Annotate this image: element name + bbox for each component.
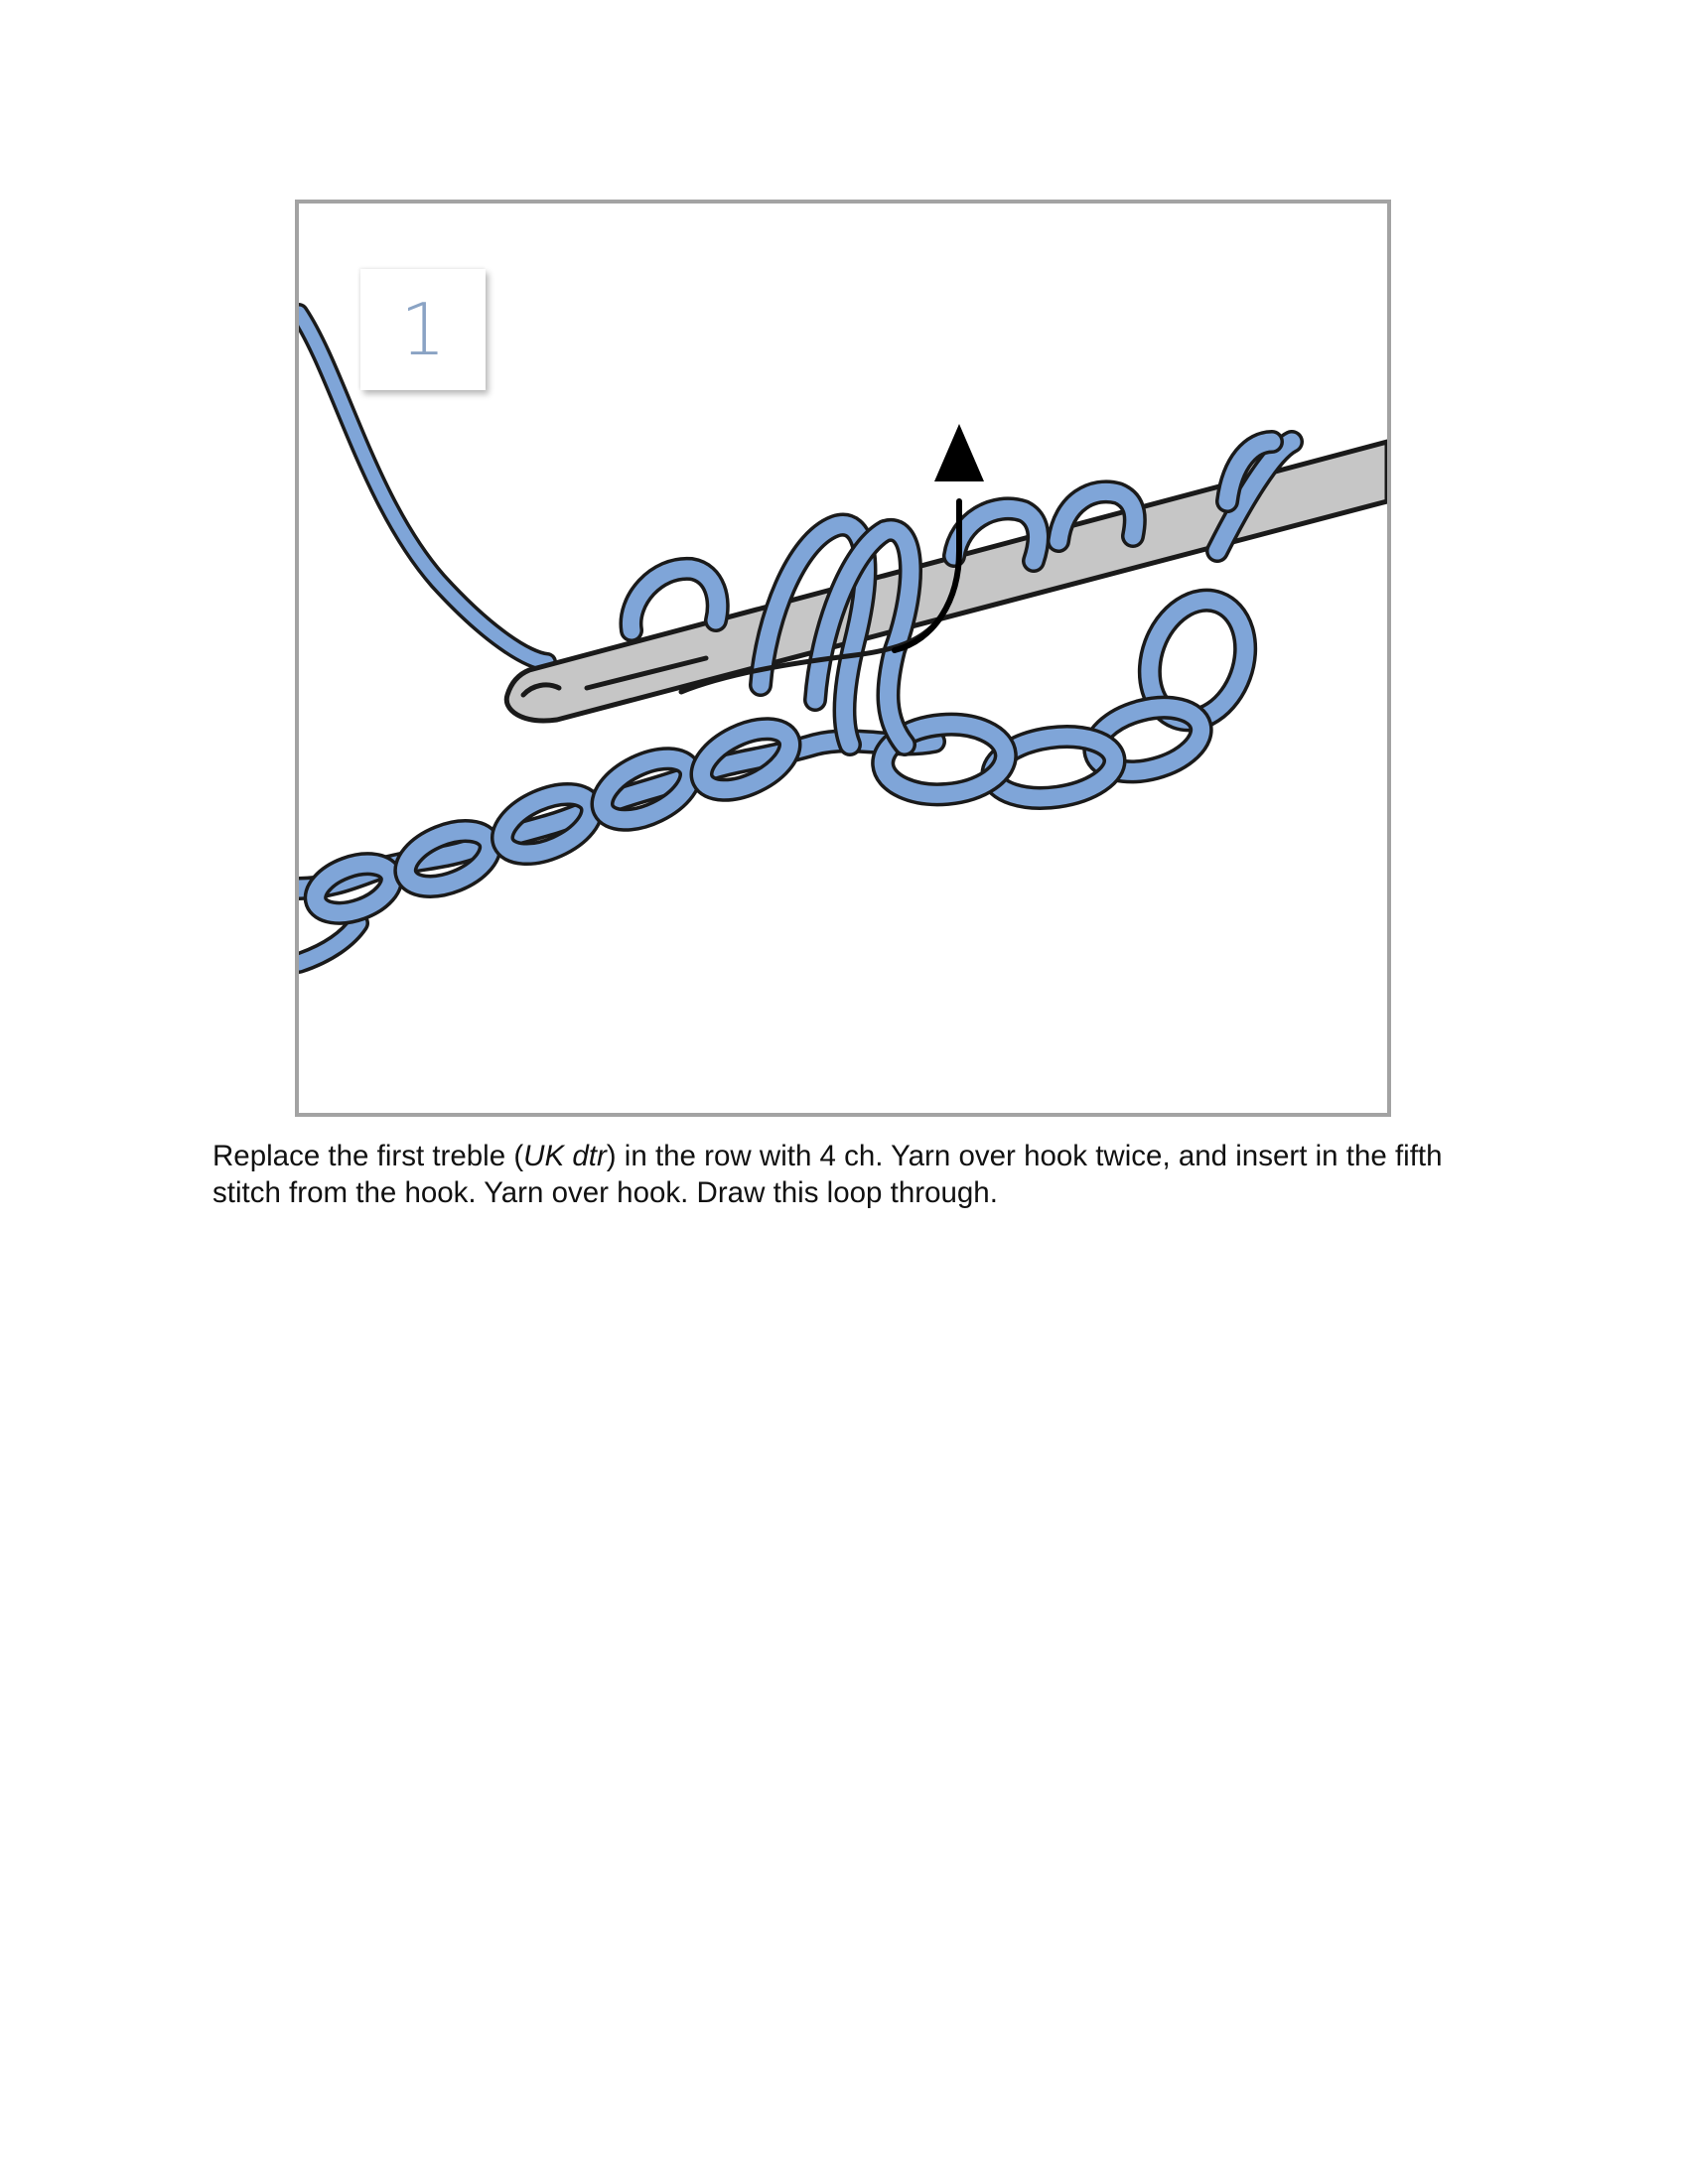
step-number-badge: 1 bbox=[360, 269, 486, 390]
caption-text-start: Replace the first treble ( bbox=[212, 1140, 524, 1172]
foundation-chain bbox=[299, 716, 934, 963]
caption-abbreviation: UK dtr bbox=[523, 1140, 607, 1172]
instruction-caption bbox=[212, 1138, 1503, 1211]
caption-text-end: ) in the row with 4 ch. Yarn over hook twice, and insert in the fifth stitch from the hook. Yarn over hook. Draw this loop through. bbox=[212, 1140, 1443, 1209]
instruction-illustration bbox=[295, 200, 1391, 1117]
